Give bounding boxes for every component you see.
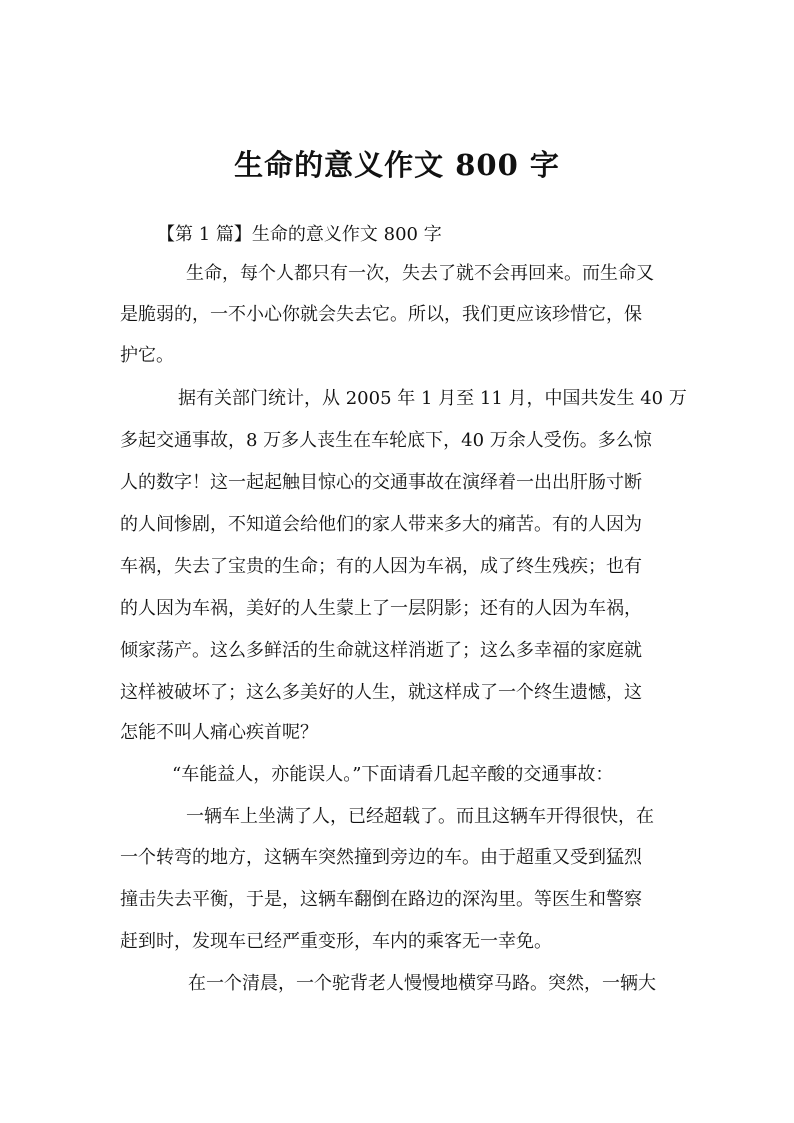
document-title: 生命的意义作文 800 字: [234, 148, 560, 182]
paragraph-4-line-1: 一辆车上坐满了人，已经超载了。而且这辆车开得很快，在: [186, 806, 654, 827]
paragraph-4-line-3: 撞击失去平衡，于是，这辆车翻倒在路边的深沟里。等医生和警察: [120, 889, 642, 910]
paragraph-3-line-1: “车能益人，亦能误人。”下面请看几起辛酸的交通事故：: [172, 764, 614, 785]
paragraph-1-line-2: 是脆弱的，一不小心你就会失去它。所以，我们更应该珍惜它，保: [120, 304, 642, 325]
paragraph-4-line-2: 一个转弯的地方，这辆车突然撞到旁边的车。由于超重又受到猛烈: [120, 847, 642, 868]
paragraph-2-line-5: 车祸，失去了宝贵的生命；有的人因为车祸，成了终生残疾；也有: [120, 556, 642, 577]
paragraph-1-line-3: 护它。: [120, 345, 174, 366]
paragraph-2-line-6: 的人因为车祸，美好的人生蒙上了一层阴影；还有的人因为车祸，: [120, 598, 642, 619]
paragraph-2-line-3: 人的数字！这一起起触目惊心的交通事故在演绎着一出出肝肠寸断: [120, 472, 642, 493]
paragraph-2-line-4: 的人间惨剧，不知道会给他们的家人带来多大的痛苦。有的人因为: [120, 514, 642, 535]
paragraph-5-line-1: 在一个清晨，一个驼背老人慢慢地横穿马路。突然，一辆大: [188, 973, 656, 994]
paragraph-2-line-2: 多起交通事故，8 万多人丧生在车轮底下，40 万余人受伤。多么惊: [120, 430, 652, 451]
paragraph-2-line-7: 倾家荡产。这么多鲜活的生命就这样消逝了；这么多幸福的家庭就: [120, 640, 642, 661]
paragraph-2-line-8: 这样被破坏了；这么多美好的人生，就这样成了一个终生遗憾，这: [120, 682, 642, 703]
paragraph-2-line-1: 据有关部门统计，从 2005 年 1 月至 11 月，中国共发生 40 万: [178, 388, 687, 409]
paragraph-1-line-1: 生命，每个人都只有一次，失去了就不会再回来。而生命又: [186, 263, 654, 284]
section-heading: 【第 1 篇】生命的意义作文 800 字: [157, 224, 442, 245]
paragraph-4-line-4: 赶到时，发现车已经严重变形，车内的乘客无一幸免。: [120, 931, 552, 952]
paragraph-2-line-9: 怎能不叫人痛心疾首呢？: [120, 722, 318, 743]
